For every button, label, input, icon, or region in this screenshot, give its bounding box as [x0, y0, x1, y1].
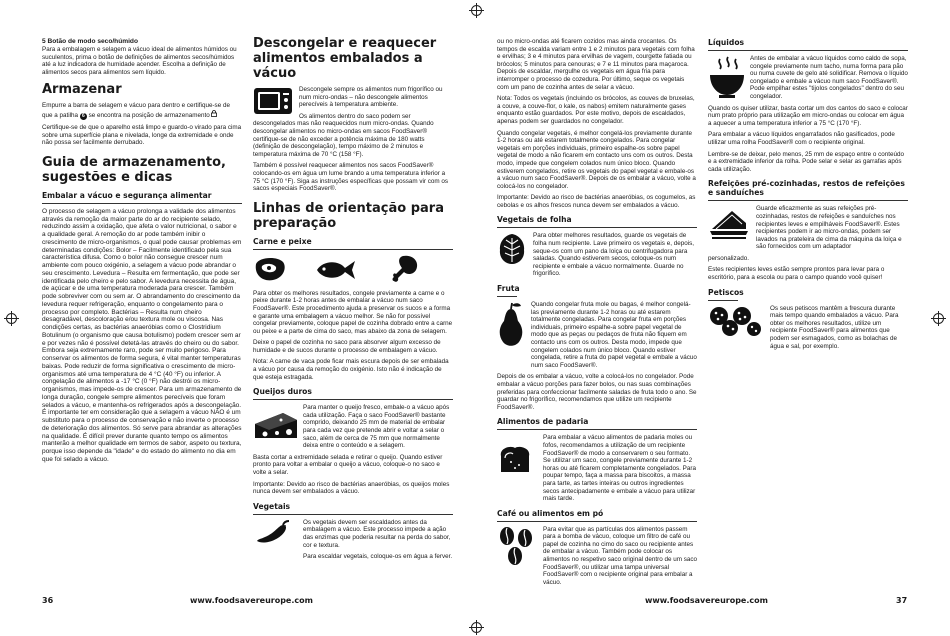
lock-icon — [211, 112, 217, 119]
coffee-section — [497, 526, 697, 587]
tips-title: Guia de armazenamento, sugestões e dicas — [42, 154, 226, 185]
website-right: www.foodsavereurope.com — [645, 596, 768, 605]
liquids-paragraph-2: Quando os quiser utilizar, basta cortar um dos cantos do saco e colocar num prato próprio para utilização em micro-ondas ou colocar em água a aquecer a uma temperatura inferior a 75 °C (170 °F). — [708, 104, 908, 127]
dry-moist-text: Para a embalagem e selagem a vácuo ideal de alimentos húmidos ou suculentos, prima o botão de definições de alimentos secos/húmidos até a luz indicadora de humidade acender. Escolha a definição de alimentos secos para alimentos sem líquido. — [42, 46, 237, 76]
leafy-heading: Vegetais de folha — [497, 215, 572, 225]
meat-paragraph-2: Deixe o papel de cozinha no saco para absorver algum excesso de humidade e de sucos durante o processo de embalagem a vácuo. — [253, 339, 441, 354]
veg-cont-paragraph-2: Nota: Todos os vegetais (incluindo os brócolos, as couves de bruxelas, a couve, a couve-flor, o kale, os nabos) emitem naturalmente gases enquanto estão guardados. Por este motivo, depois de escaldados, apenas podem ser guardados no congelador. — [497, 95, 695, 125]
cheese-paragraph-1: Para manter o queijo fresco, embale-o a vácuo após cada utilização. Faça o saco FoodSaver® bastante comprido, deixando 25 mm de material de embalar para cada vez que pretende abrir e voltar a selar o saco, além de cerca de 75 mm que normalmente deixa entre o conteúdo e a selagem. — [303, 404, 450, 450]
guidelines-title: Linhas de orientação para preparação — [253, 200, 444, 231]
website-left: www.foodsavereurope.com — [190, 596, 313, 605]
pepper-icon — [253, 519, 293, 552]
meals-paragraph-1: Guarde eficazmente as suas refeições pré-cozinhadas, restos de refeições e sanduíches nos recipientes leves e empilháveis FoodSaver®. Estes recipientes podem ir ao micro-ondas, podem ser lavados na prateleira de cima da máquina da loiça e são fornecidos com um adaptador — [756, 205, 902, 251]
safety-text: O processo de selagem a vácuo prolonga a validade dos alimentos através da remoção da maior parte do ar do recipiente selado, reduzindo assim a oxidação, que afeta o valor nutricional, o sabor e a qualidade geral. A remoção do ar pode também inibir o crescimento de micro-organismos, o qual pode causar problemas em determinadas condições: Bolor – Facilmente identificado pela sua característica difusa. Como o bolor não consegue crescer num ambiente com pouco oxigénio, a selagem a vácuo pode abrandar o seu crescimento. Levedura – Resulta em fermentação, que pode ser identificada pelo cheiro e pelo sabor. A levedura necessita de água, de açúcar e de uma temperatura moderada para crescer. Também pode sobreviver com ou sem ar. O abrandamento do crescimento da levedura requer refrigeração, enquanto o congelamento para o processo por completo. Bactérias – Resulta num cheiro desagradável, descoloração e/ou textura mole ou viscosa. Nas condições certas, as bactérias anaeróbias como o Clostridium Botulinum (o organismo que causa botulismo) podem crescer sem ar e por vezes não é possível detetá-las através do cheiro ou do sabor. Embora seja extremamente raro, pode ser muito perigoso. Para conservar os alimentos de forma segura, é vital manter temperaturas baixas. Pode reduzir de forma significativa o crescimento de micro-organismos até uma temperatura de 4 °C (40 °F) ou inferior. A congelação de alimentos a -17 °C (0 °F) não destrói os micro-organismos, mas impede-os de crescer. Para um armazenamento de longa duração, congele sempre alimentos perecíveis que foram selados a vácuo, e mantenha-os refrigerados após a descongelação. É importante ter em consideração que a selagem a vácuo NÃO é um substituto para o processo de conservação e não inverte o processo de deterioração dos alimentos. Só serve para abrandar as alterações na qualidade. É difícil prever durante quanto tempo os alimentos manterão a melhor qualidade em termos de sabor, aspeto ou textura, porque isso depende da "idade" e do estado do alimento no dia em que foi selado a vácuo. — [42, 207, 242, 463]
fish-icon — [315, 258, 357, 287]
veg-section — [253, 519, 453, 561]
cheese-paragraph-2: Basta cortar a extremidade selada e retirar o queijo. Quando estiver pronto para voltar a embalar o queijo a vácuo, coloque-o no saco e volte a selar. — [253, 453, 443, 476]
meals-paragraph-2: Estes recipientes leves estão sempre prontos para levar para o escritório, para a escola ou para o campo quando você quiser! — [708, 266, 885, 282]
storage-paragraph-2: Certifique-se de que o aparelho está limpo e guardo-o virado para cima sobre uma superfície plana e nivelada, longe da extremidade e onde não possa ser facilmente derrubado. — [42, 123, 242, 147]
page-right — [475, 0, 950, 636]
storage-title: Armazenar — [42, 82, 122, 98]
column-2 — [253, 34, 453, 565]
soup-bowl-icon — [708, 55, 746, 104]
sandwich-icon — [708, 207, 750, 246]
bakery-section — [497, 434, 697, 502]
divider — [708, 200, 908, 201]
meals-paragraph-1-end: personalizado. — [708, 254, 749, 262]
lettuce-icon — [497, 232, 527, 271]
veg-paragraph-2: Para escaldar vegetais, coloque-os em água a ferver. — [303, 553, 453, 561]
meat-paragraph-1: Para obter os melhores resultados, congele previamente a carne e o peixe durante 1-2 horas antes de embalar a vácuo num saco FoodSaver®. Este procedimento ajuda a preservar os sucos e a forma e garante uma embalagem a vácuo melhor. Se não for possível congelar previamente, coloque papel de cozinha dobrado entre a carne ou peixe e a parte de cima do saco, mas abaixo da zona de selagem. — [253, 289, 453, 335]
meat-heading: Carne e peixe — [253, 236, 312, 246]
divider — [253, 249, 453, 250]
snacks-paragraph-1: Os seus petiscos mantêm a frescura durante mais tempo quando embalados a vácuo. Para obter os melhores resultados, utilize um recipiente FoodSaver® para alimentos que podem ser esmagados, como as bolachas de água e sal, por exemplo. — [770, 304, 899, 350]
liquids-paragraph-3: Para embalar a vácuo líquidos engarrafados não gasificados, pode utilizar uma rolha FoodSaver® com o recipiente original. — [708, 131, 895, 146]
fruit-paragraph-2: Depois de os embalar a vácuo, volte a colocá-los no congelador. Pode embalar a vácuo porções para fazer bolos, ou nas suas combinações preferidas para confeccionar facilmente saladas de fruta todo o ano. Se guardar no frigorífico, recomendamos que utilize um recipiente FoodSaver®. — [497, 373, 697, 411]
fruit-paragraph-1: Quando congelar fruta mole ou bagas, é melhor congelá-las previamente durante 1-2 horas ou até estarem totalmente congeladas. Para congelar fruta em porções individuais, primeiro espalhe-a sobre papel vegetal de modo que as peças ou pedaços de fruta não fiquem em contacto uns com os outros. Desta modo, impede que congelem colados num único bloco. Quando estiver congelada, retire a fruta do papel vegetal e embale a vácuo num saco FoodSaver®. — [531, 301, 697, 369]
meat-icons — [253, 254, 453, 290]
veg-cont-paragraph-4: Importante: Devido ao risco de bactérias anaeróbias, os cogumelos, as cebolas e os alhos frescos nunca devem ser embalados a vácuo. — [497, 194, 696, 209]
cheese-section — [253, 404, 453, 496]
leafy-section — [497, 232, 697, 278]
meat-paragraph-3: Nota: A carne de vaca pode ficar mais escura depois de ser embalada a vácuo por causa da remoção do oxigénio. Isto não é indicação de que esteja estragada. — [253, 358, 449, 381]
defrost-paragraph-2: Os alimentos dentro do saco podem ser descongelados mas não reaquecidos num micro-ondas. Quando descongelar alimentos no micro-ondas em sacos FoodSaver® certifique-se de não exceder a potência máxima de 180 watts (definição de descongelação), tempo máximo de 2 minutos e temperatura máxima de 70 °C (158 °F). — [253, 112, 434, 158]
pear-icon — [497, 301, 525, 354]
divider — [497, 429, 697, 430]
chicken-leg-icon — [391, 254, 421, 289]
defrost-title: Descongelar e reaquecer alimentos embalados a vácuo — [253, 36, 437, 81]
bakery-heading: Alimentos de padaria — [497, 417, 589, 427]
defrost-paragraph-1: Descongele sempre os alimentos num frigorífico ou num micro-ondas – não descongele alimentos perecíveis à temperatura ambiente. — [299, 86, 443, 109]
column-1 — [42, 38, 242, 468]
liquids-section — [708, 55, 908, 173]
microwave-icon — [253, 86, 293, 121]
veg-heading: Vegetais — [253, 501, 291, 511]
divider — [708, 50, 908, 51]
meals-heading: Refeições pré-cozinhadas, restos de refeições e sanduíches — [708, 179, 905, 198]
divider — [42, 203, 242, 204]
snacks-heading: Petiscos — [708, 287, 744, 297]
dry-moist-heading: 5 Botão de modo seco/húmido — [42, 38, 138, 45]
leafy-paragraph-1: Para obter melhores resultados, guarde os vegetais de folha num recipiente. Lave primeiro os vegetais e, depois, seque-os com um pano da loiça ou centrifugadora para saladas. Quando estiverem secos, coloque-os num recipiente e embale a vácuo normalmente. Guarde no frigorífico. — [533, 232, 695, 278]
liquids-heading: Líquidos — [708, 38, 745, 47]
storage-paragraph-1: Empurre a barra de selagem e vácuo para dentro e certifique-se de que a patilha 6 se encontra na posição de armazenamento — [42, 102, 230, 119]
cheese-icon — [253, 410, 299, 445]
liquids-paragraph-4: Lembre-se de deixar, pelo menos, 25 mm de espaço entre o conteúdo e a extremidade inferior da rolha. Pode selar e selar as garrafas após cada utilização. — [708, 150, 905, 173]
coffee-heading: Café ou alimentos em pó — [497, 508, 604, 518]
cheese-heading: Queijos duros — [253, 387, 312, 397]
veg-cont-paragraph-1: ou no micro-ondas até ficarem cozidos mas ainda crocantes. Os tempos de escalda variam entre 1 e 2 minutos para vegetais com folha e ervilhas; 3 e 4 minutos para ervilhas de vagem, courgette fatiada ou brócolos; 5 minutos para cenouras; e 7 e 11 minutos para maçaroca. Depois de escaldar, mergulhe os vegetais em água fria para interromper o processo de cozedura. Por último, seque os vegetais com um pano de cozinha antes de selar a vácuo. — [497, 38, 695, 91]
liquids-paragraph-1: Antes de embalar a vácuo líquidos como caldo de sopa, congele previamente num tacho, numa forma para pão ou numa cuvete de gelo até solidificar. Remova o líquido congelado e embale a vácuo num saco FoodSaver®. Pode empilhar estes "tijolos congelados" dentro do seu congelador. — [750, 55, 908, 100]
safety-heading: Embalar a vácuo e segurança alimentar — [42, 190, 212, 200]
column-4 — [708, 38, 908, 354]
veg-cont-paragraph-3: Quando congelar vegetais, é melhor congelá-los previamente durante 1-2 horas ou até estarem totalmente congelados. Para congelar vegetais em porções individuais, primeiro espalhe-os sobre papel vegetal de modo a não ficarem em contacto uns com os outros. Desta modo, impede que congelem colados num único bloco. Quando estiverem congelados, retire os vegetais do papel vegetal e embale-os a vácuo num saco FoodSaver®. Depois de os embalar a vácuo, volte a colocá-los no congelador. — [497, 129, 696, 190]
page-number-right: 37 — [896, 596, 908, 605]
divider — [497, 521, 697, 522]
veg-paragraph-1: Os vegetais devem ser escaldados antes da embalagem a vácuo. Este processo impede a ação das enzimas que poderia resultar na perda do sabor, cor e textura. — [303, 518, 451, 549]
snacks-section — [708, 305, 908, 351]
defrost-section — [253, 86, 453, 193]
divider — [253, 399, 453, 400]
bakery-paragraph-1: Para embalar a vácuo alimentos de padaria moles ou fofos, recomendamos a utilização de um recipiente FoodSaver® de modo a conservarem o seu formato. Se utilizar um saco, congele previamente durante 1-2 horas ou até ficarem completamente congelados. Para poupar tempo, faça a massa para biscoitos, a massa para tarte, as tartes inteiras ou outros ingredientes secos antecipadamente e embale a vácuo para utilizar mais tarde. — [543, 434, 696, 503]
cheese-paragraph-3: Importante: Devido ao risco de bactérias anaeróbias, os queijos moles nunca devem ser embalados a vácuo. — [253, 480, 450, 496]
divider — [253, 514, 453, 515]
fruit-heading: Fruta — [497, 284, 520, 294]
bread-icon — [497, 444, 535, 479]
fruit-section — [497, 301, 697, 411]
divider — [497, 296, 517, 297]
meals-section — [708, 205, 908, 281]
divider — [708, 300, 738, 301]
cookies-icon — [708, 305, 764, 342]
coffee-beans-icon — [497, 526, 537, 571]
coffee-paragraph-1: Para evitar que as partículas dos alimentos passem para a bomba de vácuo, coloque um filtro de café ou papel de cozinha no cimo do saco ou recipiente antes de embalar a vácuo. Também pode colocar os alimentos no respetivo saco original dentro de um saco FoodSaver®, ou utilizar uma tampa universal FoodSaver® com o recipiente original para embalar a vácuo. — [543, 525, 698, 586]
divider — [497, 227, 697, 228]
steak-icon — [253, 256, 287, 287]
column-3 — [497, 38, 697, 590]
defrost-paragraph-3: Também é possível reaquecer alimentos nos sacos FoodSaver® colocando-os em água um lume brando a uma temperatura inferior a 75 °C (170 °F). Siga as instruções específicas que possam vir com os sacos especiais FoodSaver®. — [253, 162, 449, 193]
page-number-left: 36 — [42, 596, 54, 605]
step-number-badge: 6 — [80, 113, 87, 120]
